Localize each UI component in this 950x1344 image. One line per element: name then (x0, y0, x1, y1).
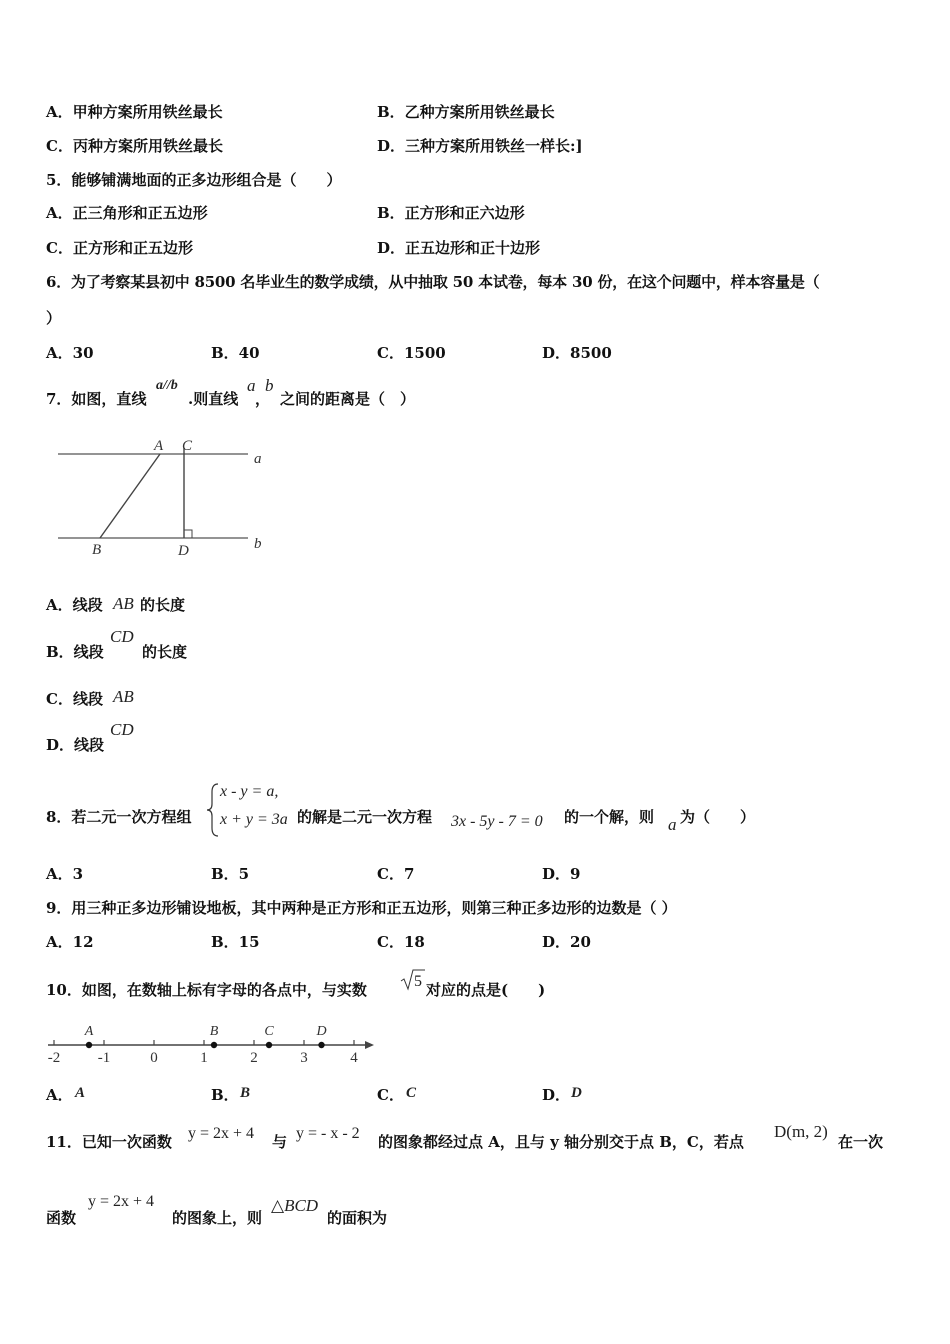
q7-comma: ， (255, 390, 271, 408)
tick-label: 2 (250, 1050, 258, 1066)
q8-stem-c: 的一个解，则 (564, 808, 655, 826)
q6-option-d: D．8500 (542, 344, 612, 362)
q7-option-a-label: A．线段 (46, 596, 103, 614)
point-b (211, 1042, 217, 1048)
q8-eq1: x - y = a, (220, 783, 279, 800)
q7-var-b: b (265, 376, 274, 395)
q7-stem-start: 7．如图，直线 (46, 390, 147, 408)
q10-option-a-val: A (75, 1085, 86, 1101)
q7-figure (50, 430, 280, 560)
point-d (318, 1042, 324, 1048)
point-label-b: B (209, 1024, 219, 1039)
q8-option-c: C．7 (377, 865, 415, 883)
q7-stem-mid: .则直线 (188, 390, 239, 408)
q5-option-d: D．正五边形和正十边形 (377, 239, 541, 257)
q9-option-b: B．15 (211, 933, 260, 951)
q7-parallel: a//b (156, 378, 178, 393)
q7-var-a: a (247, 376, 256, 395)
q11-stem-with: 与 (272, 1133, 288, 1151)
q11-function-3: y = 2x + 4 (88, 1193, 155, 1210)
tick-label: -1 (97, 1050, 111, 1066)
q10-stem-end: 对应的点是( ) (426, 981, 546, 999)
tick-label: -2 (47, 1050, 61, 1066)
q4-option-b: B．乙种方案所用铁丝最长 (377, 103, 555, 121)
q10-stem-start: 10．如图，在数轴上标有字母的各点中，与实数 (46, 981, 367, 999)
q9-option-d: D．20 (542, 933, 591, 951)
q10-option-d-val: D (571, 1085, 582, 1101)
q8-eq2: x + y = 3a (220, 811, 288, 828)
q4-option-d: D．三种方案所用铁丝一样长:] (377, 137, 583, 155)
segment-ab (100, 454, 160, 538)
q8-stem-start: 8．若二元一次方程组 (46, 808, 192, 826)
q7-option-d-label: D．线段 (46, 736, 105, 754)
right-angle-mark (184, 530, 192, 538)
label-A: A (154, 438, 164, 454)
q10-option-c-label: C． (377, 1086, 404, 1104)
q10-number-line (44, 1018, 380, 1068)
q7-option-b-math: CD (110, 627, 134, 646)
q9-option-a: A．12 (46, 933, 94, 951)
q5-option-a: A．正三角形和正五边形 (46, 204, 208, 222)
q10-option-b-label: B． (211, 1086, 239, 1104)
q9-stem: 9．用三种正多边形铺设地板，其中两种是正方形和正五边形，则第三种正多边形的边数是（ ） (46, 899, 677, 917)
q11-stem-end: 的面积为 (327, 1209, 388, 1227)
tick-label: 0 (150, 1050, 158, 1066)
q11-function-1: y = 2x + 4 (188, 1125, 255, 1142)
q6-stem: 6．为了考察某县初中 8500 名毕业生的数学成绩，从中抽取 50 本试卷，每本 30 份，在这个问题中，样本容量是（ (46, 273, 820, 291)
label-line-b: b (254, 536, 262, 552)
q11-stem-line-end: 在一次 (838, 1133, 884, 1151)
q11-function-2: y = - x - 2 (296, 1125, 360, 1142)
axis-arrow (365, 1041, 374, 1049)
q8-option-b: B．5 (211, 865, 250, 883)
q6-option-a: A．30 (46, 344, 94, 362)
point-a (86, 1042, 92, 1048)
q8-option-a: A．3 (46, 865, 84, 883)
q9-option-c: C．18 (377, 933, 425, 951)
label-B: B (92, 542, 102, 558)
q6-option-b: B．40 (211, 344, 260, 362)
q11-stem-start: 11．已知一次函数 (46, 1133, 172, 1151)
q4-option-a: A．甲种方案所用铁丝最长 (46, 103, 223, 121)
q11-stem-graph: 的图象上，则 (172, 1209, 263, 1227)
q10-option-d-label: D． (542, 1086, 571, 1104)
label-C: C (182, 438, 193, 454)
q11-stem-function: 函数 (46, 1209, 77, 1227)
point-c (266, 1042, 272, 1048)
q11-point-d: D(m, 2) (774, 1122, 828, 1141)
point-label-a: A (84, 1024, 94, 1039)
tick-label: 3 (300, 1050, 308, 1066)
q10-option-a-label: A． (46, 1086, 73, 1104)
q10-sqrt (400, 968, 426, 992)
q7-option-d-math: CD (110, 720, 134, 739)
label-D: D (178, 543, 189, 559)
point-label-c: C (264, 1024, 274, 1039)
q10-option-c-val: C (406, 1085, 417, 1101)
q10-sqrt-radicand: 5 (414, 973, 422, 990)
q7-option-a-math: AB (113, 594, 134, 613)
q5-option-c: C．正方形和正五边形 (46, 239, 193, 257)
q8-brace (206, 782, 220, 838)
q8-eq3: 3x - 5y - 7 = 0 (451, 813, 543, 830)
q7-stem-end: 之间的距离是（ ） (280, 390, 416, 408)
q11-stem-mid: 的图象都经过点 A，且与 y 轴分别交于点 B，C，若点 (378, 1133, 744, 1151)
q5-option-b: B．正方形和正六边形 (377, 204, 525, 222)
q7-option-a-tail: 的长度 (140, 596, 186, 614)
q7-option-c-math: AB (113, 687, 134, 706)
q11-triangle: △BCD (271, 1196, 319, 1215)
q8-option-d: D．9 (542, 865, 581, 883)
tick-label: 1 (200, 1050, 208, 1066)
q7-option-c-label: C．线段 (46, 690, 103, 708)
label-line-a: a (254, 451, 262, 467)
q8-stem-mid: 的解是二元一次方程 (297, 808, 433, 826)
tick-label: 4 (350, 1050, 358, 1066)
q6-option-c: C．1500 (377, 344, 446, 362)
q7-option-b-label: B．线段 (46, 643, 104, 661)
q8-stem-end: 为（ ） (680, 808, 756, 826)
q4-option-c: C．丙种方案所用铁丝最长 (46, 137, 223, 155)
q10-option-b-val: B (240, 1085, 251, 1101)
q5-stem: 5．能够铺满地面的正多边形组合是（ ） (46, 171, 342, 189)
q6-stem-end: ） (46, 309, 62, 327)
point-label-d: D (316, 1024, 327, 1039)
q8-var-a: a (668, 815, 677, 834)
q7-option-b-tail: 的长度 (142, 643, 188, 661)
